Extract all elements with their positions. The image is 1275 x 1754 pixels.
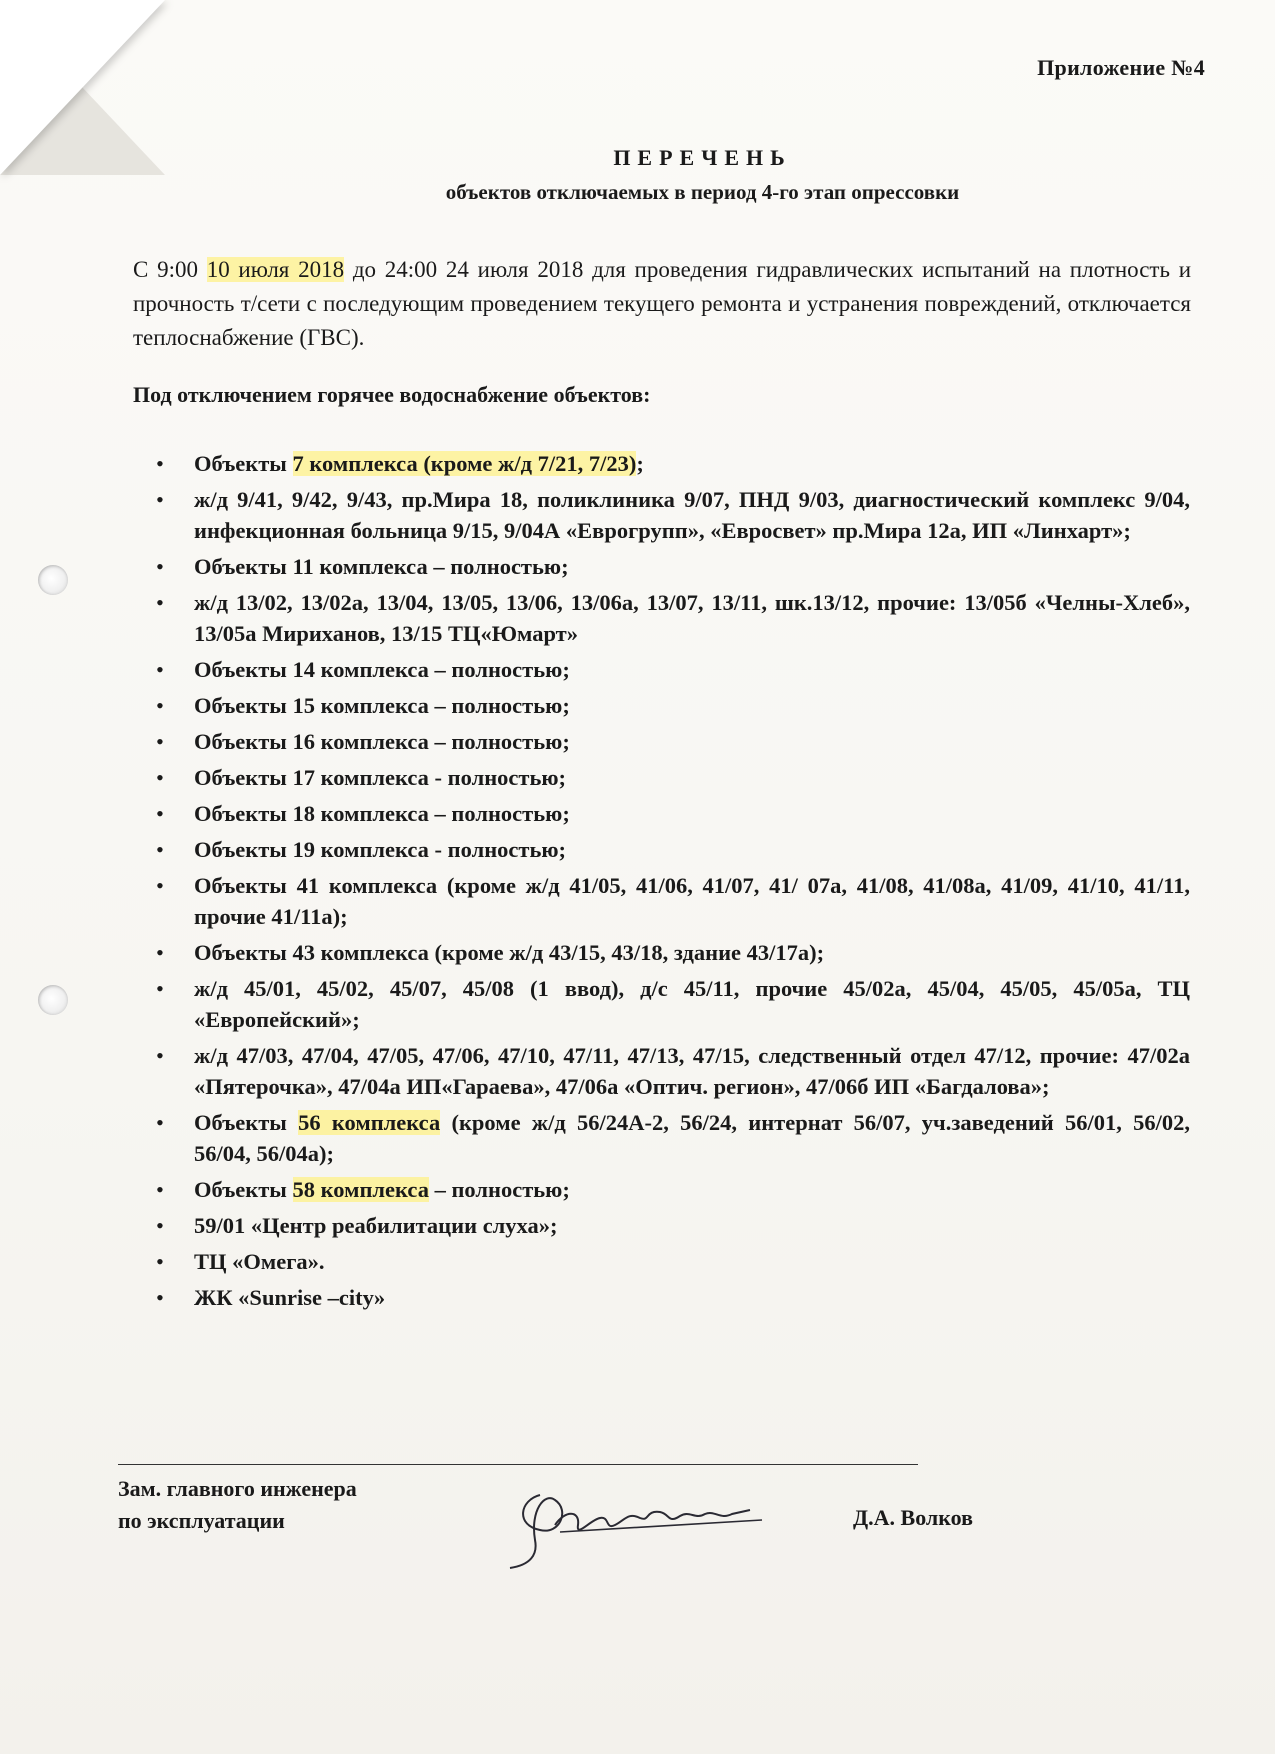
item-text: ж/д 9/41, 9/42, 9/43, пр.Мира 18, поликлиника 9/07, ПНД 9/03, диагностический комплекс 9/04, инфекционная больница 9/15, 9/04А «Еврогрупп», «Евросвет» пр.Мира 12а, ИП «Линхарт»;	[194, 487, 1190, 543]
highlighted-text: 58 комплекса	[292, 1177, 429, 1202]
list-item	[150, 448, 1190, 479]
bullet-icon: •	[156, 873, 164, 898]
highlighted-text: 7 комплекса (кроме ж/д 7/21, 7/23)	[292, 451, 637, 476]
bullet-icon: •	[156, 976, 164, 1001]
list-heading: Под отключением горячее водоснабжение объектов:	[133, 382, 651, 407]
item-text: Объекты 43 комплекса (кроме ж/д 43/15, 43/18, здание 43/17а);	[194, 940, 825, 965]
bullet-icon: •	[156, 801, 164, 826]
list-item	[150, 1282, 1190, 1313]
date-end: 24 июля 2018	[445, 257, 584, 282]
item-text: – полностью;	[428, 1177, 570, 1202]
list-item	[150, 1040, 1190, 1102]
list-item	[150, 690, 1190, 721]
list-item	[150, 1246, 1190, 1277]
item-text: ЖК «Sunrise –city»	[194, 1285, 386, 1310]
objects-list	[150, 448, 1190, 1318]
list-item	[150, 726, 1190, 757]
list-item	[150, 973, 1190, 1035]
annex-label: Приложение №4	[1037, 55, 1205, 80]
bullet-icon: •	[156, 1110, 164, 1135]
signer-name: Д.А. Волков	[853, 1505, 973, 1530]
list-item	[150, 762, 1190, 793]
list-item	[150, 1107, 1190, 1169]
bullet-icon: •	[156, 487, 164, 512]
item-text: ж/д 13/02, 13/02а, 13/04, 13/05, 13/06, 13/06а, 13/07, 13/11, шк.13/12, прочие: 13/05б «Челны-Хлеб», 13/05а Мириханов, 13/15 ТЦ«Юмарт»	[194, 590, 1190, 646]
list-item	[150, 1174, 1190, 1205]
signer-position	[118, 1473, 357, 1537]
document-title: ПЕРЕЧЕНЬ	[613, 145, 792, 170]
list-item	[150, 587, 1190, 649]
bullet-icon: •	[156, 729, 164, 754]
item-text: Объекты 17 комплекса - полностью;	[194, 765, 567, 790]
item-text: ТЦ «Омега».	[194, 1249, 325, 1274]
item-text: ж/д 47/03, 47/04, 47/05, 47/06, 47/10, 47/11, 47/13, 47/15, следственный отдел 47/12, прочие: 47/02а «Пятерочка», 47/04а ИП«Гараева», 47/06а «Оптич. регион», 47/06б ИП «Багдалова»;	[194, 1043, 1190, 1099]
item-text: ж/д 45/01, 45/02, 45/07, 45/08 (1 ввод), д/с 45/11, прочие 45/02а, 45/04, 45/05, 45/05а, ТЦ «Европейский»;	[194, 976, 1190, 1032]
item-text: Объекты	[194, 451, 293, 476]
handwritten-signature	[500, 1480, 770, 1570]
item-text: Объекты 41 комплекса (кроме ж/д 41/05, 41/06, 41/07, 41/ 07а, 41/08, 41/08а, 41/09, 41/10, 41/11, прочие 41/11а);	[194, 873, 1190, 929]
intro-text: С 9:00	[133, 257, 207, 282]
bullet-icon: •	[156, 590, 164, 615]
bullet-icon: •	[156, 1043, 164, 1068]
intro-text: для проведения гидравлических испытаний на плотность и прочность т/сети с последующим проведением текущего ремонта и устранения повреждений, отключается теплоснабжение (ГВС).	[133, 257, 1192, 350]
list-item	[150, 551, 1190, 582]
item-text: Объекты	[194, 1110, 299, 1135]
item-text: Объекты 14 комплекса – полностью;	[194, 657, 570, 682]
date-start-highlight: 10 июля 2018	[206, 257, 345, 282]
item-text: Объекты	[194, 1177, 293, 1202]
item-text: Объекты 16 комплекса – полностью;	[194, 729, 570, 754]
signature-divider	[118, 1464, 918, 1465]
list-item	[150, 870, 1190, 932]
punch-hole-bottom	[38, 985, 68, 1015]
bullet-icon: •	[156, 837, 164, 862]
item-text: (кроме ж/д 56/24А-2, 56/24, интернат 56/07, уч.заведений 56/01, 56/02, 56/04, 56/04а);	[194, 1110, 1190, 1166]
position-line: Зам. главного инженера	[118, 1476, 357, 1501]
list-item	[150, 484, 1190, 546]
item-text: Объекты 11 комплекса – полностью;	[194, 554, 569, 579]
list-item	[150, 798, 1190, 829]
bullet-icon: •	[156, 554, 164, 579]
bullet-icon: •	[156, 1177, 164, 1202]
item-text: Объекты 15 комплекса – полностью;	[194, 693, 570, 718]
list-item	[150, 834, 1190, 865]
punch-hole-top	[38, 565, 68, 595]
bullet-icon: •	[156, 451, 164, 476]
item-text: ;	[636, 451, 644, 476]
bullet-icon: •	[156, 693, 164, 718]
bullet-icon: •	[156, 940, 164, 965]
item-text: 59/01 «Центр реабилитации слуха»;	[194, 1213, 558, 1238]
list-item	[150, 1210, 1190, 1241]
bullet-icon: •	[156, 657, 164, 682]
intro-paragraph	[133, 253, 1191, 355]
intro-text: до 24:00	[344, 257, 446, 282]
highlighted-text: 56 комплекса	[298, 1110, 441, 1135]
document-subtitle: объектов отключаемых в период 4-го этап опрессовки	[445, 180, 960, 204]
bullet-icon: •	[156, 1213, 164, 1238]
list-item	[150, 937, 1190, 968]
bullet-icon: •	[156, 765, 164, 790]
position-line: по эксплуатации	[118, 1508, 285, 1533]
list-item	[150, 654, 1190, 685]
bullet-icon: •	[156, 1249, 164, 1274]
item-text: Объекты 19 комплекса - полностью;	[194, 837, 567, 862]
item-text: Объекты 18 комплекса – полностью;	[194, 801, 570, 826]
bullet-icon: •	[156, 1285, 164, 1310]
